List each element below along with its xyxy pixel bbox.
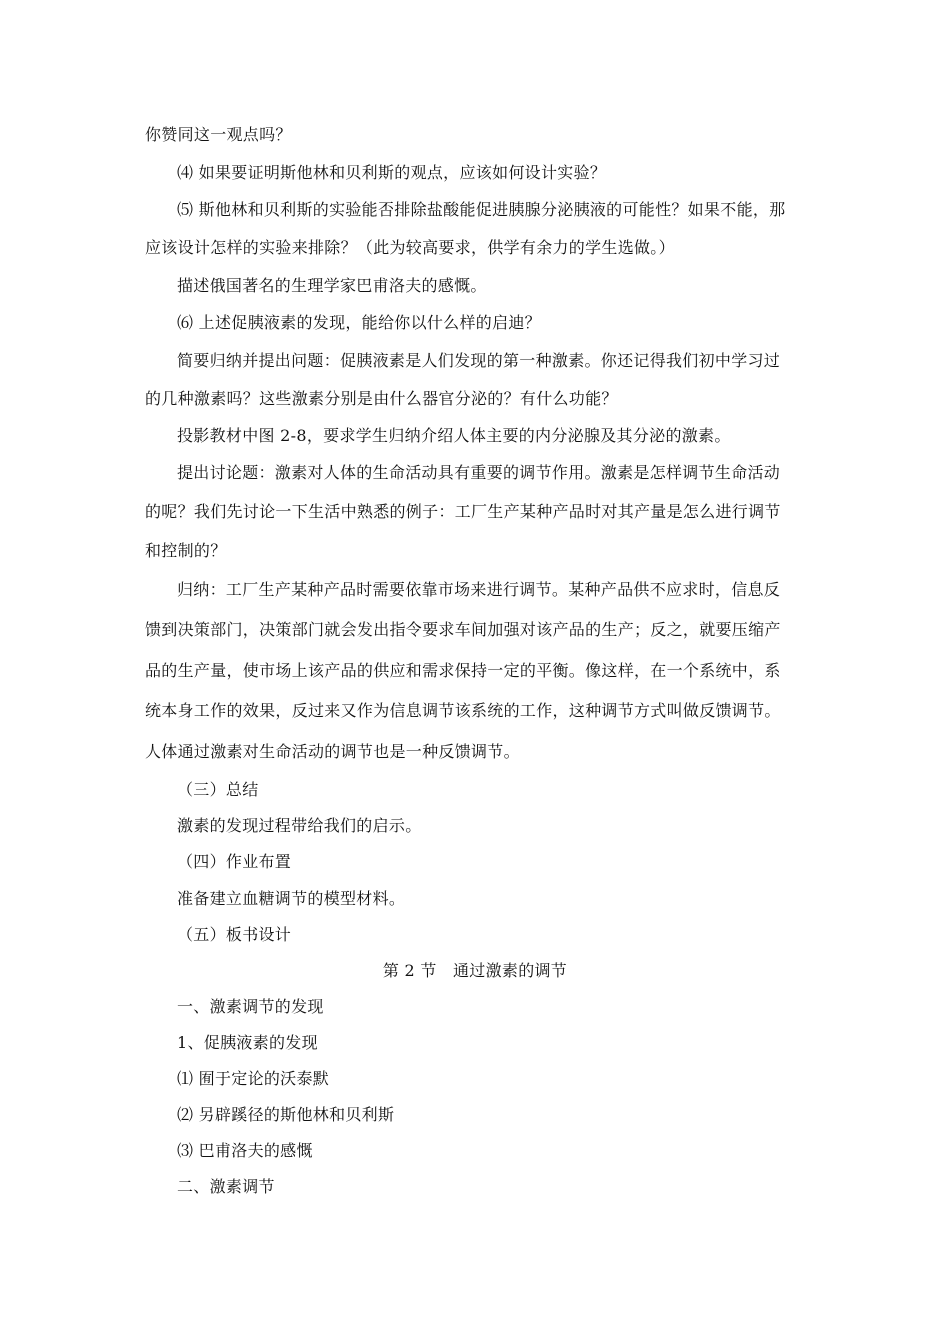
text-line: ⑸ 斯他林和贝利斯的实验能否排除盐酸能促进胰腺分泌胰液的可能性？如果不能，那 bbox=[177, 200, 786, 219]
outline-item: 1、促胰液素的发现 bbox=[177, 1033, 318, 1052]
text-line: 描述俄国著名的生理学家巴甫洛夫的感慨。 bbox=[177, 276, 487, 295]
section-heading: （三）总结 bbox=[177, 780, 259, 799]
text-line: 简要归纳并提出问题：促胰液素是人们发现的第一种激素。你还记得我们初中学习过 bbox=[177, 351, 781, 370]
outline-item: ⑶ 巴甫洛夫的感慨 bbox=[177, 1141, 313, 1160]
text-line: 人体通过激素对生命活动的调节也是一种反馈调节。 bbox=[145, 742, 520, 761]
text-line: 的几种激素吗？这些激素分别是由什么器官分泌的？有什么功能？ bbox=[145, 389, 618, 408]
text-line: 投影教材中图 2-8，要求学生归纳介绍人体主要的内分泌腺及其分泌的激素。 bbox=[177, 426, 731, 445]
text-line: 的呢？我们先讨论一下生活中熟悉的例子：工厂生产某种产品时对其产量是怎么进行调节 bbox=[145, 502, 781, 521]
outline-item: ⑵ 另辟蹊径的斯他林和贝利斯 bbox=[177, 1105, 395, 1124]
text-line: 馈到决策部门，决策部门就会发出指令要求车间加强对该产品的生产；反之，就要压缩产 bbox=[145, 620, 781, 639]
section-heading: （五）板书设计 bbox=[177, 925, 292, 944]
text-line: 提出讨论题：激素对人体的生命活动具有重要的调节作用。激素是怎样调节生命活动 bbox=[177, 463, 781, 482]
outline-item: ⑴ 囿于定论的沃泰默 bbox=[177, 1069, 330, 1088]
outline-item: 二、激素调节 bbox=[177, 1177, 275, 1196]
text-line: 品的生产量，使市场上该产品的供应和需求保持一定的平衡。像这样，在一个系统中，系 bbox=[145, 661, 781, 680]
text-line: 激素的发现过程带给我们的启示。 bbox=[177, 816, 422, 835]
board-title: 第 2 节 通过激素的调节 bbox=[382, 961, 568, 980]
text-line: ⑹ 上述促胰液素的发现，能给你以什么样的启迪？ bbox=[177, 313, 541, 332]
text-line: 准备建立血糖调节的模型材料。 bbox=[177, 889, 406, 908]
text-line: 应该设计怎样的实验来排除？（此为较高要求，供学有余力的学生选做。） bbox=[145, 238, 675, 257]
text-line: 统本身工作的效果，反过来又作为信息调节该系统的工作，这种调节方式叫做反馈调节。 bbox=[145, 701, 781, 720]
section-heading: （四）作业布置 bbox=[177, 852, 292, 871]
text-line: 你赞同这一观点吗？ bbox=[145, 125, 292, 144]
text-line: 和控制的？ bbox=[145, 541, 227, 560]
outline-item: 一、激素调节的发现 bbox=[177, 997, 324, 1016]
text-line: 归纳：工厂生产某种产品时需要依靠市场来进行调节。某种产品供不应求时，信息反 bbox=[177, 580, 781, 599]
text-line: ⑷ 如果要证明斯他林和贝利斯的观点，应该如何设计实验？ bbox=[177, 163, 607, 182]
